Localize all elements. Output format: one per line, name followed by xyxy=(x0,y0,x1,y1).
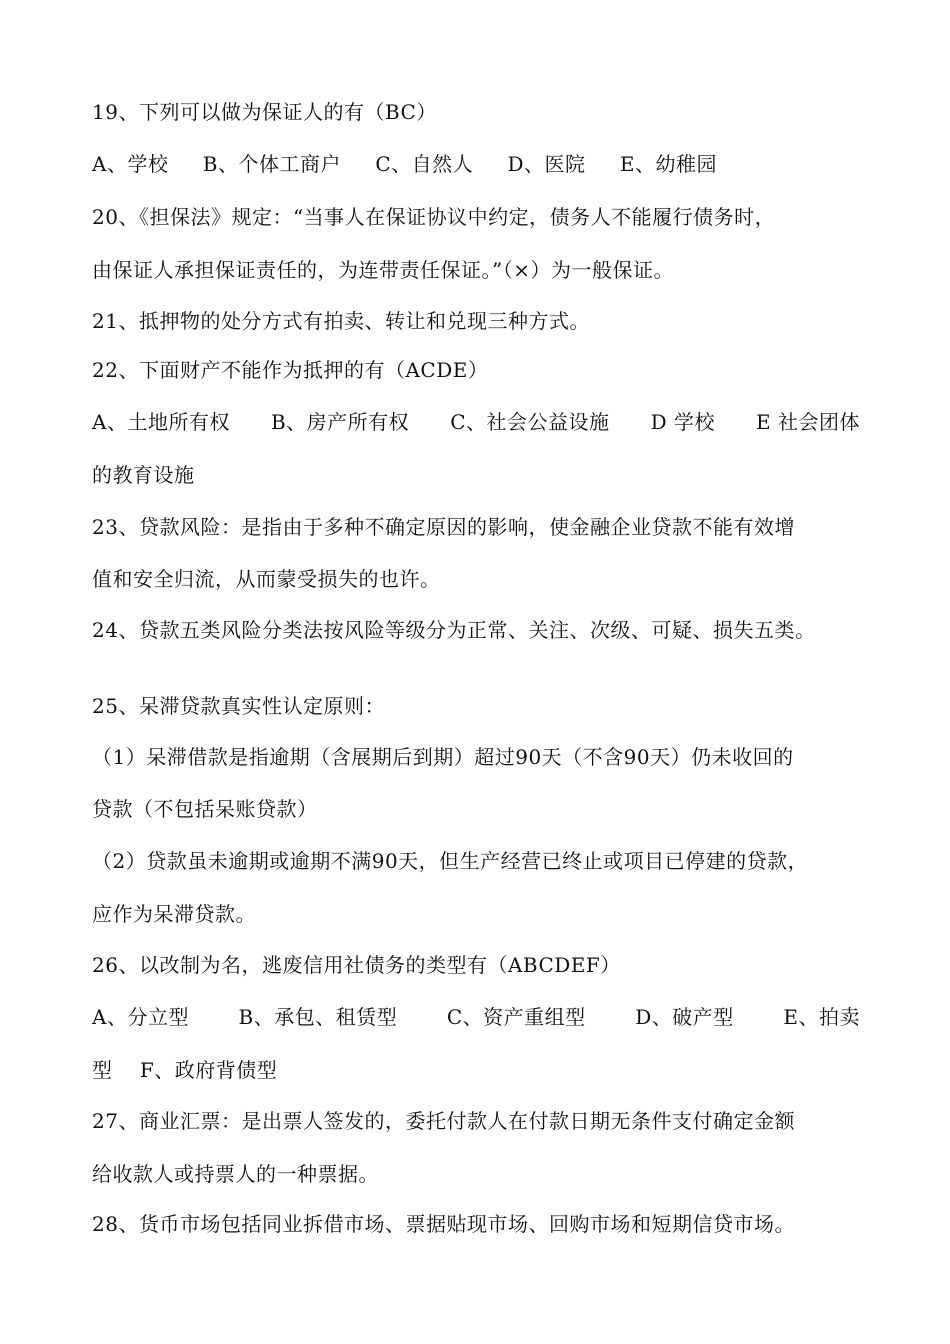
q22-option-a: A、土地所有权 xyxy=(92,410,230,434)
q26-option-a: A、分立型 xyxy=(92,1005,189,1029)
q26-option-b: B、承包、租赁型 xyxy=(238,1005,398,1029)
q21-line-1: 21、抵押物的处分方式有拍卖、转让和兑现三种方式。 xyxy=(92,309,590,333)
q26-option-c: C、资产重组型 xyxy=(446,1005,586,1029)
q19-option-b: B、个体工商户 xyxy=(202,152,341,176)
q27-line-1: 27、商业汇票：是出票人签发的，委托付款人在付款日期无条件支付确定金额 xyxy=(92,1109,795,1133)
q26-options xyxy=(92,1005,860,1029)
q26-option-d: D、破产型 xyxy=(635,1005,734,1029)
q19-option-e: E、幼稚园 xyxy=(619,152,717,176)
q25-line-5: 应作为呆滞贷款。 xyxy=(92,902,256,926)
q22-option-b: B、房产所有权 xyxy=(270,410,410,434)
q22-option-e: E 社会团体 xyxy=(756,410,860,434)
q22-option-d: D 学校 xyxy=(650,410,715,434)
q25-line-4: （2）贷款虽未逾期或逾期不满90天，但生产经营已终止或项目已停建的贷款， xyxy=(92,849,809,873)
q19-option-c: C、自然人 xyxy=(375,152,474,176)
q20-line-1: 20、《担保法》规定：“当事人在保证协议中约定，债务人不能履行债务时， xyxy=(92,205,776,229)
q20-line-2: 由保证人承担保证责任的，为连带责任保证。”（×）为一般保证。 xyxy=(92,258,674,282)
q22-continuation: 的教育设施 xyxy=(92,463,195,487)
q24-line-1: 24、贷款五类风险分类法按风险等级分为正常、关注、次级、可疑、损失五类。 xyxy=(92,618,816,642)
q25-line-3: 贷款（不包括呆账贷款） xyxy=(92,797,318,821)
q26-stem: 26、以改制为名，逃废信用社债务的类型有（ABCDEF） xyxy=(92,953,621,977)
q22-stem: 22、下面财产不能作为抵押的有（ACDE） xyxy=(92,358,489,382)
q28-line-1: 28、货币市场包括同业拆借市场、票据贴现市场、回购市场和短期信贷市场。 xyxy=(92,1212,795,1236)
q25-line-2: （1）呆滞借款是指逾期（含展期后到期）超过90天（不含90天）仍未收回的 xyxy=(92,745,794,769)
q19-stem: 19、下列可以做为保证人的有（BC） xyxy=(92,100,437,124)
q23-line-2: 值和安全归流，从而蒙受损失的也许。 xyxy=(92,567,441,591)
q22-option-c: C、社会公益设施 xyxy=(450,410,610,434)
q25-line-1: 25、呆滞贷款真实性认定原则： xyxy=(92,694,385,718)
q26-continuation: 型 F、政府背债型 xyxy=(92,1058,278,1082)
q19-option-a: A、学校 xyxy=(92,152,169,176)
q19-option-d: D、医院 xyxy=(507,152,586,176)
q19-options xyxy=(92,152,717,176)
q23-line-1: 23、贷款风险：是指由于多种不确定原因的影响，使金融企业贷款不能有效增 xyxy=(92,515,795,539)
q22-options xyxy=(92,410,860,434)
q26-option-e: E、拍卖 xyxy=(783,1005,860,1029)
q27-line-2: 给收款人或持票人的一种票据。 xyxy=(92,1162,379,1186)
